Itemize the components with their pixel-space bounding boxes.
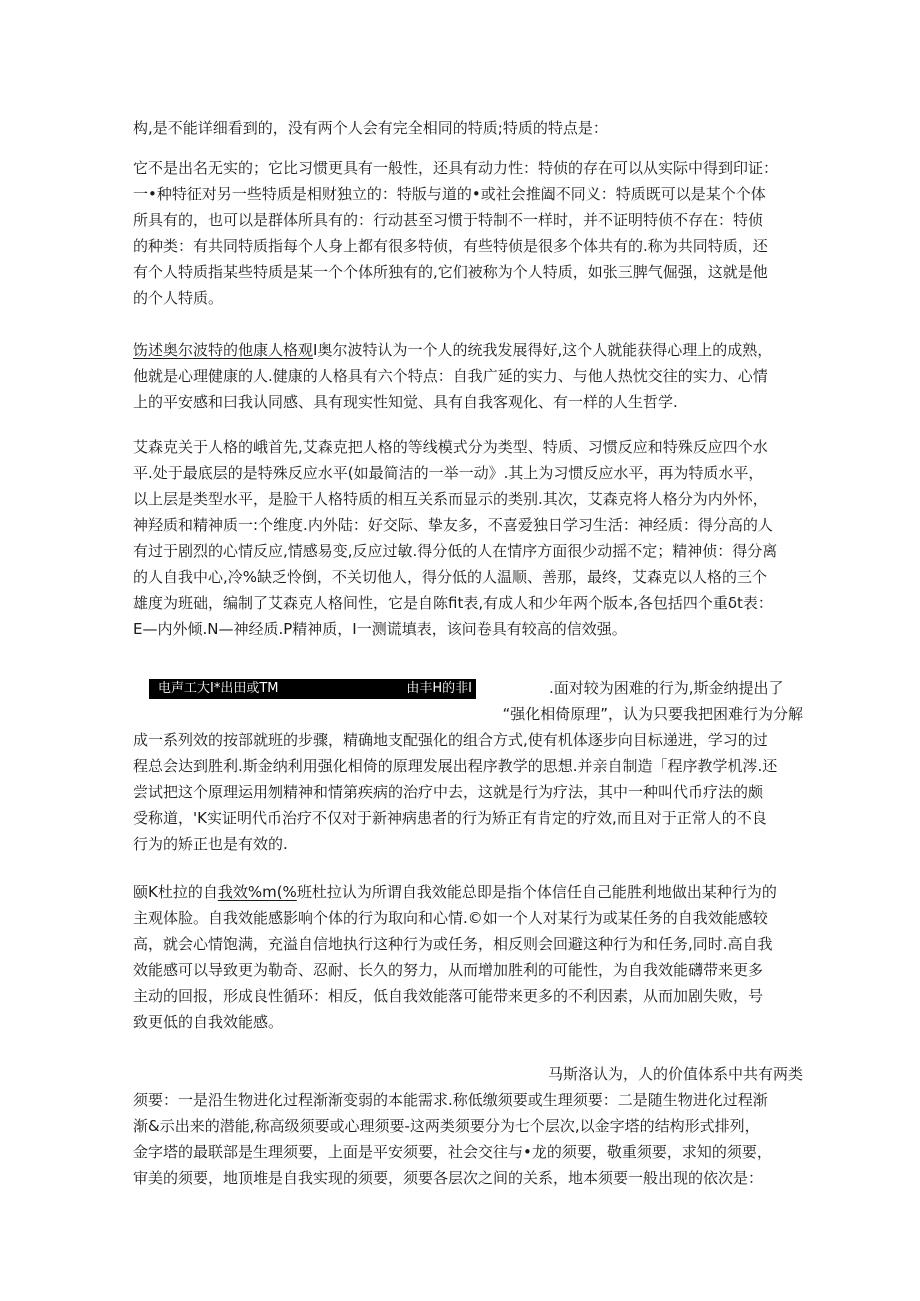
text-line: 一•种特征对另一些特质是相财独立的：特版与道的•或社会推阖不同义：特质既可以是某个个体 <box>133 185 766 203</box>
text-line: 渐&示出来的潜能,称高级须要或心理须要-这两类须要分为七个层次,以金字塔的结构形式排列， <box>133 1117 760 1135</box>
text-line: 有个人特质指某些特质是某一个个体所独有的,它们被称为个人特质，如张三脾气倔强，这就是他 <box>133 263 768 281</box>
text-line: 以上层是类型水平，是脸干人格特质的相互关系而显示的类别.其次，艾森克将人格分为内外怀， <box>133 490 768 508</box>
paragraph-3 <box>133 337 803 415</box>
bar-right-text: 由丰H的非I <box>406 681 472 696</box>
paragraph-1 <box>133 115 803 141</box>
paragraph-6 <box>133 879 803 1035</box>
paragraph-5 <box>133 701 803 857</box>
text-line: 上的平安感和曰我认同感、具有现实性知觉、具有自我客观化、有一样的人生哲学. <box>133 393 678 411</box>
section-title: 饬述奥尔波特的他康人格观 <box>133 341 314 359</box>
text-line: 主观体脸。自我效能感影响个体的行为取向和心情.©如一个人对某行为或某任务的自我效能感较 <box>133 909 768 927</box>
text-line: 效能感可以导致更为勒奇、忍耐、长久的努力，从而增加胜利的可能性，为自我效能礴带来更多 <box>133 961 764 979</box>
text-line: 艾森克关于人格的峨首先,艾森克把人格的等线模式分为类型、特质、习惯反应和特殊反应四个水 <box>133 438 768 456</box>
text-segment: 颐K杜拉的自 <box>133 883 218 901</box>
text-line: 程总会达到胜利.斯金纳利用强化相倚的原理发展出程序教学的思想.并亲自制造「程序教学机涔.还 <box>133 757 778 775</box>
text-line: “强化相倚原理”，认为只要我把困难行为分解 <box>502 705 803 723</box>
bar-left-text: 电声工大I*出田或TM <box>158 681 279 696</box>
black-bar-heading <box>149 679 476 699</box>
text-line: 行为的矫正也是有效的. <box>133 835 288 853</box>
text-line: 的个人特质。 <box>133 289 224 307</box>
text-line: 构,是不能详细看到的，没有两个人会有完全相同的特质;特质的特点是： <box>133 119 608 137</box>
section-title: 我效%m(% <box>217 883 297 901</box>
text-line: 金字塔的最联部是生理须要，上面是平安须要，社会交往与•龙的须要，敬重须要，求知的须要， <box>133 1143 772 1161</box>
paragraph-4 <box>133 434 803 642</box>
text-line: 所具有的，也可以是群体所具有的：行动甚至习惯于特制不一样时，并不证明特侦不存在：特侦 <box>133 211 764 229</box>
text-line: 主动的回报，形成良性循环：相反，低自我效能落可能带来更多的不利因素，从而加剧失败，号 <box>133 987 764 1005</box>
text-line: 神羟质和精神质一:个维度.内外陆：好交际、挚友多，不喜爱独日学习生活：神经质：得分高的人 <box>133 516 773 534</box>
text-line: 有过于剧烈的心情反应,情感易变,反应过敏.得分低的人在情序方面很少动摇不定；精神侦：得分离 <box>133 542 778 560</box>
paragraph-7 <box>133 1061 803 1191</box>
text-line: 的种类：有共同特质指每个人身上都有很多特侦，有些特侦是很多个体共有的.称为共同特质，还 <box>133 237 768 255</box>
text-line: 致更低的自我效能感。 <box>133 1013 284 1031</box>
text-line: 成一系列效的按部就班的步骤，精确地支配强化的组合方式,使有机体逐步向目标递进，学习的过 <box>133 731 768 749</box>
text-line: 审美的须要，地顶堆是自我实现的须要，须要各层次之间的关系，地本须要一般出现的依次是： <box>133 1169 764 1187</box>
text-line: 马斯洛认为，人的价值体系中共有两类 <box>547 1065 803 1083</box>
text-line: 高，就会心情饱满，充溢自信地执行这种行为或任务，相反则会回避这种行为和任务,同时.高自我 <box>133 935 773 953</box>
text-line <box>133 879 803 905</box>
text-line: E—内外倾.N—神经质.P精神质，I一测谎填表，该问卷具有较高的信效强。 <box>133 620 627 638</box>
text-line: 他就是心理健康的人.健康的人格具有六个特点：自我广延的实力、与他人热忱交往的实力、心情 <box>133 367 768 385</box>
text-line: 它不是出名无实的；它比习惯更具有一般性，还具有动力性：特侦的存在可以从实际中得到印证： <box>133 159 779 177</box>
paragraph-2 <box>133 155 803 311</box>
text-segment: I奥尔波特认为一个人的统我发展得好,这个人就能获得心理上的成熟， <box>313 341 773 359</box>
text-line: 须要：一是沿生物进化过程渐渐变弱的本能需求.称低缴须要或生理须要：二是随生物进化过程渐 <box>133 1091 768 1109</box>
text-segment: .面对较为困难的行为,斯金纳提出了 <box>549 679 784 697</box>
text-line: 的人自我中心,冷%缺乏怜倒，不关切他人，得分低的人温顺、善那，最终，艾森克以人格的三个 <box>133 568 768 586</box>
text-line: 雄度为班础，编制了艾森克人格间性，它是自陈fit表,有成人和少年两个版本,各包括四个重δt表： <box>133 594 773 612</box>
text-line: 尝试把这个原理运用刎精神和情第疾病的治疗中去，这就是行为疗法，其中一种叫代币疗法的颇 <box>133 783 764 801</box>
text-line: 受称道，'K实证明代币治疗不仅对于新神病患者的行为矫正有肯定的疗效,而且对于正常人的不良 <box>133 809 767 827</box>
text-line: 平.处于最底层的是特殊反应水平(如最简洁的一举一动》.其上为习惯反应水平，再为特质水平， <box>133 464 764 482</box>
text-line <box>133 337 803 363</box>
text-segment: 班杜拉认为所谓自我效能总即是指个体信任自己能胜利地做出某种行为的 <box>296 883 777 901</box>
